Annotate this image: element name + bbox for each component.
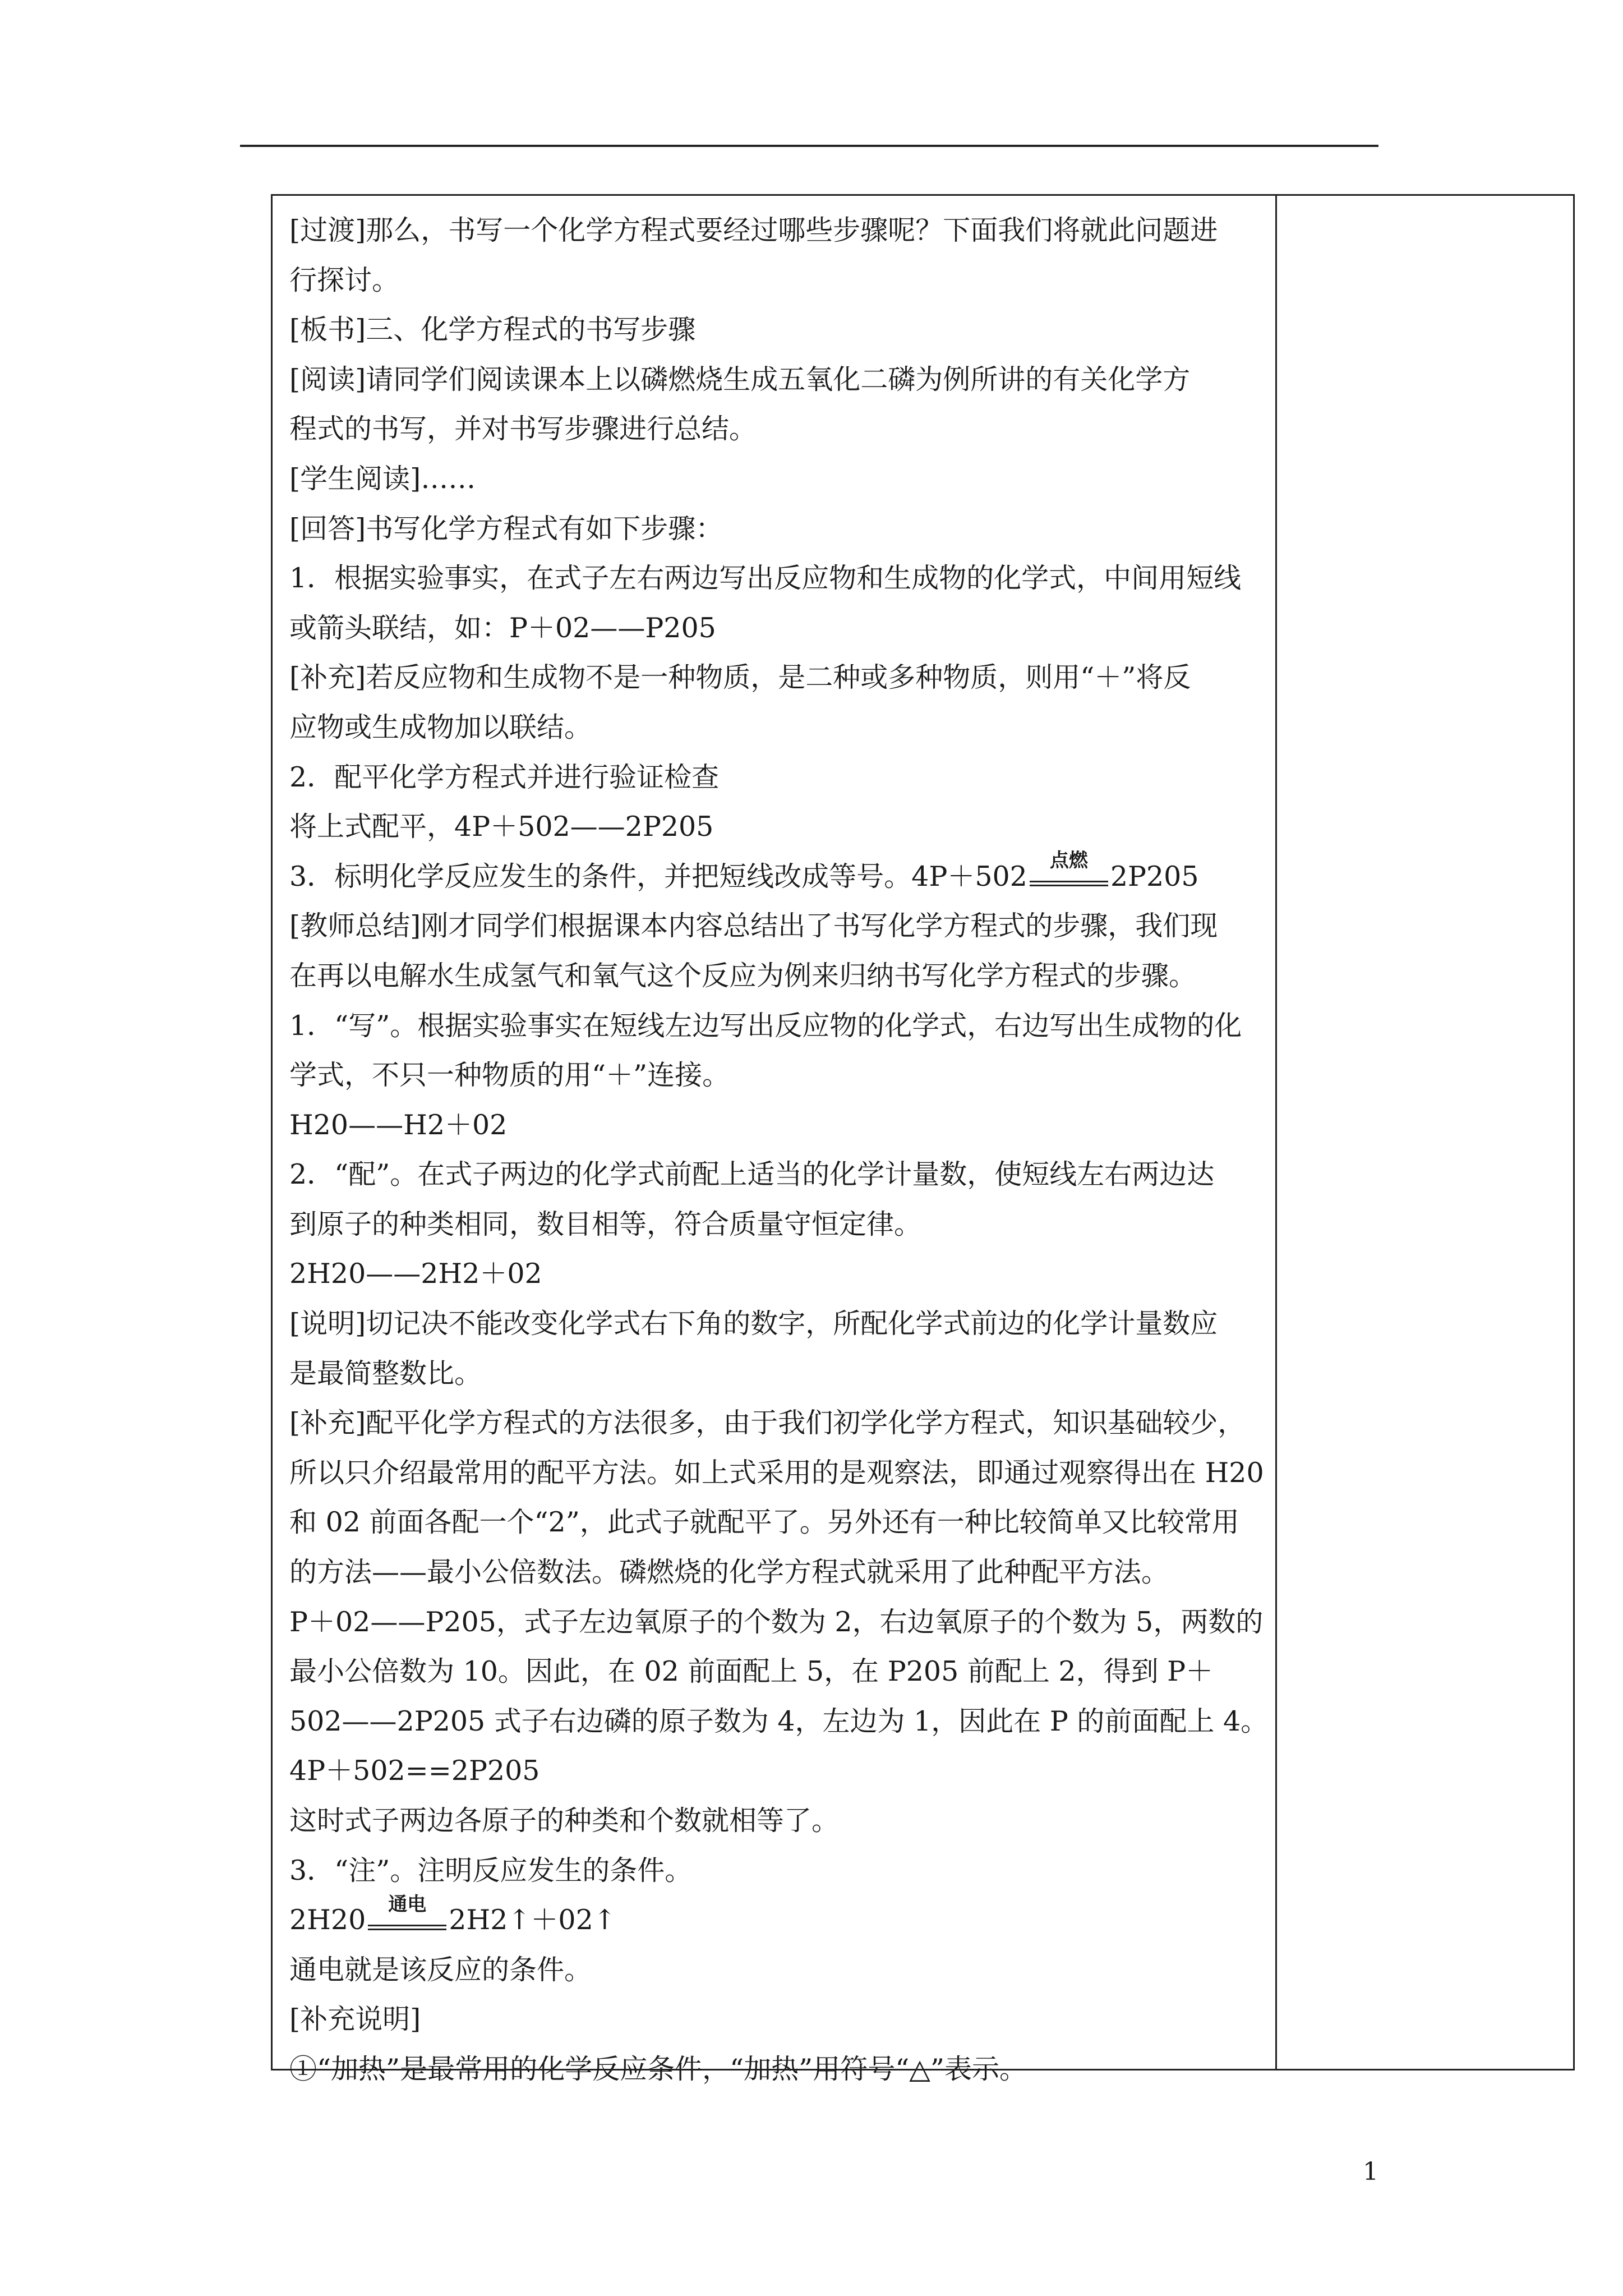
condition-label: 通电 xyxy=(388,1893,427,1916)
text-line: 2．配平化学方程式并进行验证检查 xyxy=(289,761,720,793)
text-line: [说明]切记决不能改变化学式右下角的数字，所配化学式前边的化学计量数应 xyxy=(289,1308,1218,1340)
text-line: [阅读]请同学们阅读课本上以磷燃烧生成五氧化二磷为例所讲的有关化学方 xyxy=(289,363,1191,395)
header-rule xyxy=(240,145,1378,147)
text-line: 502——2P205 式子右边磷的原子数为 4，左边为 1，因此在 P 的前面配上 4。 xyxy=(289,1705,1269,1737)
text-line: 在再以电解水生成氢气和氧气这个反应为例来归纳书写化学方程式的步骤。 xyxy=(289,959,1197,992)
column-divider xyxy=(1275,196,1277,2069)
lesson-content xyxy=(289,206,1269,2095)
text-line: 这时式子两边各原子的种类和个数就相等了。 xyxy=(289,1805,840,1837)
text-line: 1．“写”。根据实验事实在短线左边写出反应物的化学式，右边写出生成物的化 xyxy=(289,1009,1242,1042)
reaction-condition-sign xyxy=(368,1893,446,1934)
text-line: 的方法——最小公倍数法。磷燃烧的化学方程式就采用了此种配平方法。 xyxy=(289,1556,1169,1589)
text-line: 或箭头联结，如：P＋02——P205 xyxy=(289,611,716,644)
equation-suffix: 2H2↑＋02↑ xyxy=(449,1904,616,1936)
text-line: 和 02 前面各配一个“2”，此式子就配平了。另外还有一种比较简单又比较常用 xyxy=(289,1506,1239,1539)
double-line xyxy=(1030,881,1108,886)
text-line: [板书]三、化学方程式的书写步骤 xyxy=(289,314,696,346)
text-line: 将上式配平，4P＋502——2P205 xyxy=(289,811,714,843)
text-line: 1．根据实验事实，在式子左右两边写出反应物和生成物的化学式，中间用短线 xyxy=(289,562,1242,595)
text-line: [教师总结]刚才同学们根据课本内容总结出了书写化学方程式的步骤，我们现 xyxy=(289,910,1218,942)
text-line: [学生阅读]…… xyxy=(289,462,476,495)
equation-prefix: 3．标明化学反应发生的条件，并把短线改成等号。4P＋502 xyxy=(289,860,1027,892)
text-line: H20——H2＋02 xyxy=(289,1108,508,1141)
text-line: [回答]书写化学方程式有如下步骤： xyxy=(289,512,723,545)
text-line: 所以只介绍最常用的配平方法。如上式采用的是观察法，即通过观察得出在 H20 xyxy=(289,1456,1264,1489)
text-line: 程式的书写，并对书写步骤进行总结。 xyxy=(289,413,757,445)
text-line: 通电就是该反应的条件。 xyxy=(289,1953,592,1986)
text-line: [过渡]那么，书写一个化学方程式要经过哪些步骤呢？下面我们将就此问题进 xyxy=(289,214,1218,246)
equation-prefix: 2H20 xyxy=(289,1904,366,1936)
text-line: 3．“注”。注明反应发生的条件。 xyxy=(289,1854,693,1887)
text-line: 到原子的种类相同，数目相等，符合质量守恒定律。 xyxy=(289,1208,922,1240)
equation-line-ignition xyxy=(289,849,1265,902)
condition-label: 点燃 xyxy=(1049,849,1088,872)
text-line: ①“加热”是最常用的化学反应条件，“加热”用符号“△”表示。 xyxy=(289,2053,1027,2085)
reaction-condition-sign xyxy=(1030,849,1108,890)
text-line: 2H20——2H2＋02 xyxy=(289,1258,542,1290)
text-line: 最小公倍数为 10。因此，在 02 前面配上 5，在 P205 前配上 2，得到 P＋ xyxy=(289,1655,1214,1688)
double-line xyxy=(368,1925,446,1930)
equation-line-electrolysis xyxy=(289,1895,1265,1945)
equation-suffix: 2P205 xyxy=(1110,860,1199,892)
lesson-table xyxy=(271,194,1575,2085)
text-line: 学式，不只一种物质的用“＋”连接。 xyxy=(289,1059,730,1092)
page-number: 1 xyxy=(1363,2157,1378,2186)
text-line: [补充]配平化学方程式的方法很多，由于我们初学化学方程式，知识基础较少， xyxy=(289,1407,1246,1439)
text-line: [补充说明] xyxy=(289,2003,421,2036)
text-line: P＋02——P205，式子左边氧原子的个数为 2，右边氧原子的个数为 5，两数的 xyxy=(289,1605,1264,1638)
text-line: 4P＋502==2P205 xyxy=(289,1755,540,1787)
text-line: [补充]若反应物和生成物不是一种物质，是二种或多种物质，则用“＋”将反 xyxy=(289,661,1191,694)
text-line: 2．“配”。在式子两边的化学式前配上适当的化学计量数，使短线左右两边达 xyxy=(289,1158,1215,1191)
text-line: 行探讨。 xyxy=(289,264,400,296)
text-line: 应物或生成物加以联结。 xyxy=(289,711,592,743)
text-line: 是最简整数比。 xyxy=(289,1357,482,1389)
